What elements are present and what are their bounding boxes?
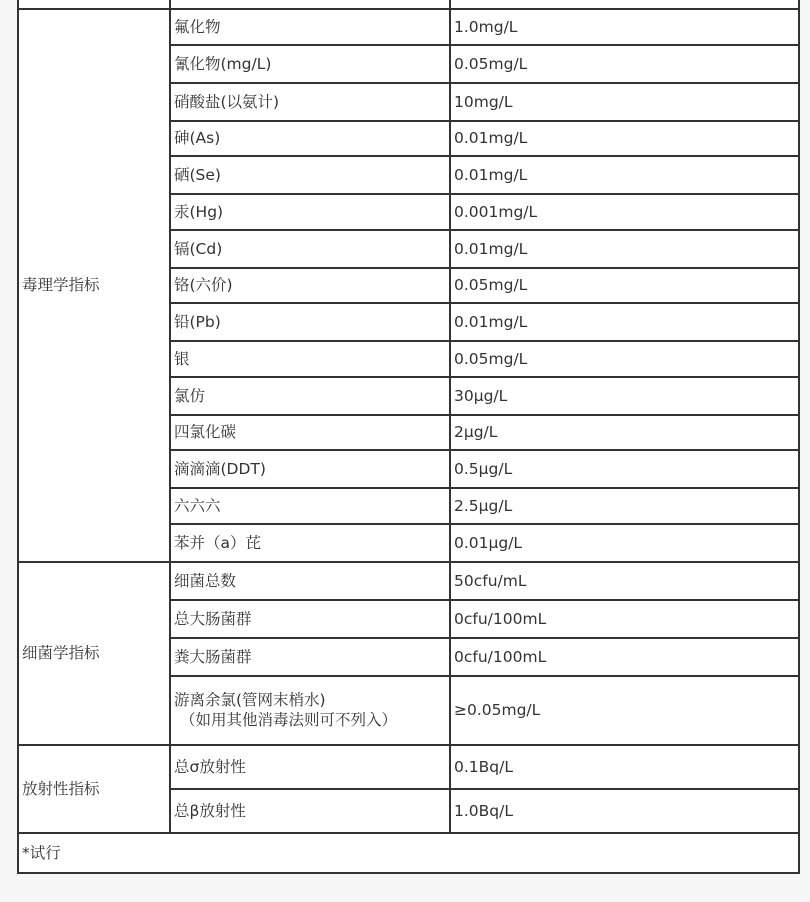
limit-cell: 0.001mg/L [450, 194, 799, 230]
item-cell: 铬(六价) [170, 268, 450, 304]
limit-cell: 10mg/L [450, 83, 799, 121]
item-cell: 砷(As) [170, 121, 450, 157]
category-cell-radiological: 放射性指标 [18, 745, 170, 833]
limit-cell: 0.05mg/L [450, 341, 799, 377]
footnote: *试行 [18, 833, 799, 873]
limit-cell: 0cfu/100mL [450, 600, 799, 638]
category-cell-bacteriology: 细菌学指标 [18, 562, 170, 745]
item-cell: 镉(Cd) [170, 230, 450, 268]
limit-cell: ≥0.05mg/L [450, 676, 799, 745]
item-cell: 银 [170, 341, 450, 377]
limit-cell: 0.01mg/L [450, 121, 799, 157]
item-note: （如用其他消毒法则可不列入） [180, 711, 398, 729]
item-text: 游离余氯(管网末梢水) [174, 691, 326, 709]
limit-cell: 0.01μg/L [450, 524, 799, 562]
item-cell: 氟化物 [170, 9, 450, 45]
table-row [18, 562, 799, 600]
item-cell: 硝酸盐(以氨计) [170, 83, 450, 121]
limit-cell: 0cfu/100mL [450, 638, 799, 676]
limit-cell: 0.05mg/L [450, 45, 799, 83]
item-cell: 总σ放射性 [170, 745, 450, 789]
limit-cell: 0.01mg/L [450, 230, 799, 268]
item-cell [170, 676, 450, 745]
limit-cell: 0.1Bq/L [450, 745, 799, 789]
limit-cell: 2μg/L [450, 415, 799, 451]
limit-cell: 1.0mg/L [450, 9, 799, 45]
item-cell: 四氯化碳 [170, 415, 450, 451]
footnote-row [18, 833, 799, 873]
limit-cell: 0.01mg/L [450, 156, 799, 194]
limit-cell: 0.05mg/L [450, 268, 799, 304]
item-cell: 氯仿 [170, 377, 450, 415]
item-cell: 滴滴滴(DDT) [170, 450, 450, 488]
item-cell: 氰化物(mg/L) [170, 45, 450, 83]
table-row [18, 745, 799, 789]
limit-cell: 1.0Bq/L [450, 789, 799, 833]
item-cell: 总β放射性 [170, 789, 450, 833]
item-cell: 铅(Pb) [170, 303, 450, 341]
water-quality-table-container [17, 0, 798, 874]
item-cell: 粪大肠菌群 [170, 638, 450, 676]
item-cell: 硒(Se) [170, 156, 450, 194]
item-cell: 汞(Hg) [170, 194, 450, 230]
limit-cell: 0.01mg/L [450, 303, 799, 341]
item-cell: 六六六 [170, 488, 450, 524]
item-cell: 总大肠菌群 [170, 600, 450, 638]
limit-cell: 2.5μg/L [450, 488, 799, 524]
limit-cell: 50cfu/mL [450, 562, 799, 600]
item-cell: 细菌总数 [170, 562, 450, 600]
category-cell-toxicology: 毒理学指标 [18, 9, 170, 562]
table-row-partial [18, 0, 799, 9]
water-quality-table [17, 0, 800, 874]
table-row [18, 9, 799, 45]
limit-cell: 30μg/L [450, 377, 799, 415]
item-cell: 苯并（a）芘 [170, 524, 450, 562]
limit-cell: 0.5μg/L [450, 450, 799, 488]
